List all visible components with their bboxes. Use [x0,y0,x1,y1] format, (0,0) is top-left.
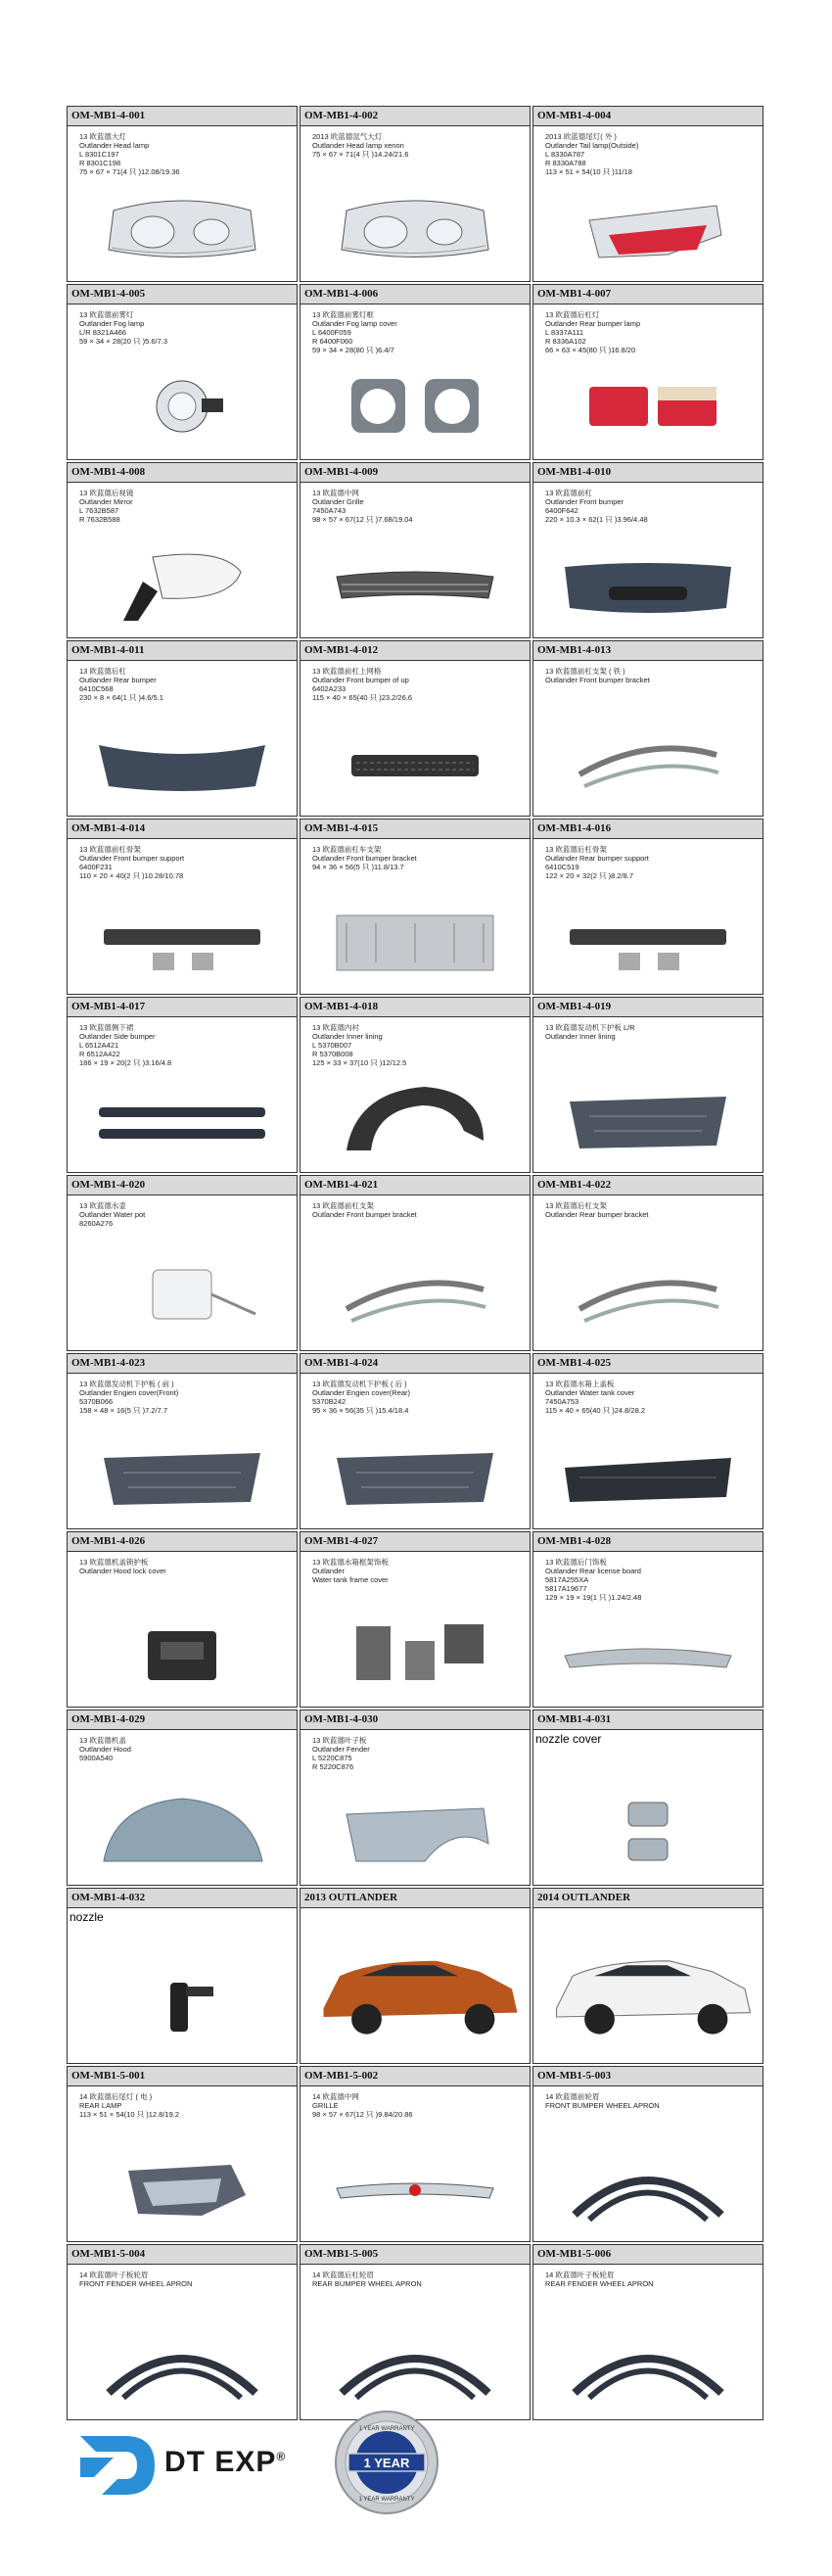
part-body [533,1374,763,1528]
suv-orange-icon [307,1921,523,2048]
part-body [533,2086,763,2241]
footer [67,2389,763,2536]
engine-cover-icon [84,1429,280,1522]
part-code: OM-MB1-5-002 [300,2067,530,2086]
part-body [68,839,297,994]
part-image [68,1427,297,1524]
part-code: OM-MB1-4-009 [300,463,530,483]
svg-text:1 YEAR: 1 YEAR [363,2456,410,2470]
headlamp-icon [317,181,513,275]
part-code: OM-MB1-5-003 [533,2067,763,2086]
part-code: OM-MB1-4-031 [533,1710,763,1730]
part-code: OM-MB1-4-018 [300,998,530,1017]
part-card [300,284,531,460]
part-code: OM-MB1-4-002 [300,107,530,126]
part-image [300,1916,530,2053]
part-card [532,1710,763,1886]
catalog-row [67,819,763,997]
part-card [300,1888,531,2064]
part-description: 13 欧蓝德后杠骨架 Outlander Rear bumper support 6410C519 122 × 20 × 32(2 只 )8.2/8.7 [545,845,649,880]
part-description: 13 欧蓝德发动机下护板 ( 前 ) Outlander Engien cover(Front) 5370B066 158 × 48 × 16(5 只 )7.2/7.7 [79,1380,179,1415]
bumper-grille-icon [317,716,513,810]
part-image [300,357,530,455]
part-code: OM-MB1-4-007 [533,285,763,304]
catalog-row [67,1710,763,1888]
part-description: 13 欧蓝德后杠支架 Outlander Rear bumper bracket [545,1201,649,1219]
part-body [300,1374,530,1528]
tank-cover-icon [550,1429,746,1522]
part-card [67,1353,298,1529]
rear-bumper-icon [84,716,280,810]
catalog-row [67,284,763,462]
part-body [300,483,530,637]
suv-white-icon [540,1921,756,2048]
part-image [300,714,530,812]
part-code: OM-MB1-5-004 [68,2245,297,2265]
part-description: 14 欧蓝德叶子板轮眉 REAR FENDER WHEEL APRON [545,2271,654,2288]
part-card [532,1175,763,1351]
part-body [68,1730,297,1885]
part-description: nozzle [69,1910,104,1924]
part-body [300,1908,530,2063]
catalog-row [67,1888,763,2066]
part-code: OM-MB1-4-015 [300,820,530,839]
part-card [67,819,298,995]
part-description: 13 欧蓝德侧下裙 Outlander Side bumper L 6512A421 R 6512A422 186 × 19 × 20(2 只 )3.16/4.8 [79,1023,172,1067]
fog-lamp-cover-icon [317,359,513,453]
part-card [300,1353,531,1529]
part-description: 13 欧蓝德前杠支架 Outlander Front bumper bracket [312,1201,417,1219]
part-image [68,1605,297,1703]
part-code: OM-MB1-4-030 [300,1710,530,1730]
part-code: OM-MB1-4-012 [300,641,530,661]
part-description: 13 欧蓝德中网 Outlander Grille 7450A743 98 × 57 × 67(12 只 )7.68/19.04 [312,489,413,524]
part-description: 13 欧蓝德机盖锁护板 Outlander Hood lock cover [79,1558,166,1575]
part-description: 2013 欧蓝德尾灯( 外 ) Outlander Tail lamp(Outside) L 8330A787 R 8330A788 113 × 51 × 54(10 只 )11/18 [545,132,639,176]
part-body [533,1908,763,2063]
grille-strip-icon [317,2141,513,2235]
part-card [300,106,531,282]
part-code: OM-MB1-4-020 [68,1176,297,1195]
part-image [68,892,297,990]
water-pot-icon [84,1250,280,1344]
part-description: 2013 欧蓝德氙气大灯 Outlander Head lamp xenon 75 × 67 × 71(4 只 )14.24/21.6 [312,132,409,159]
part-body [68,2086,297,2241]
part-card [67,1888,298,2064]
part-card [67,284,298,460]
license-board-icon [550,1607,746,1701]
part-description: 14 欧蓝德后尾灯 ( 电 ) REAR LAMP 113 × 51 × 54(10 只 )12.8/19.2 [79,2092,180,2119]
part-description: 14 欧蓝德叶子板轮眉 FRONT FENDER WHEEL APRON [79,2271,193,2288]
part-image [533,1916,763,2053]
part-description: 13 欧蓝德叶子板 Outlander Fender L 5220C875 R 5220C876 [312,1736,370,1771]
front-bumper-icon [550,538,746,632]
part-code: OM-MB1-4-010 [533,463,763,483]
part-card [532,1888,763,2064]
bumper-support-icon [550,894,746,988]
part-body [533,1195,763,1350]
headlamp-icon [84,181,280,275]
part-card [300,1175,531,1351]
rear-bumper-lamp-icon [550,359,746,453]
part-body [300,839,530,994]
part-card [67,1175,298,1351]
part-card [532,284,763,460]
part-description: 13 欧蓝德前雾灯 Outlander Fog lamp L/R 8321A466 59 × 34 × 28(20 只 )5.6/7.3 [79,310,168,346]
bumper-support-icon [84,894,280,988]
part-description: 13 欧蓝德发动机下护板 L/R Outlander Inner lining [545,1023,635,1041]
part-card [532,819,763,995]
part-card [300,1710,531,1886]
part-card [532,640,763,817]
part-image [68,1248,297,1346]
svg-text:1 YEAR WARRANTY: 1 YEAR WARRANTY [358,2497,415,2503]
part-body [68,1017,297,1172]
part-description: 14 欧蓝德中网 GRILLE 98 × 57 × 67(12 只 )9.84/20.86 [312,2092,413,2119]
part-image [533,714,763,812]
part-code: OM-MB1-4-026 [68,1532,297,1552]
part-body [300,1552,530,1707]
part-image [300,1070,530,1168]
part-card [67,640,298,817]
part-card [67,997,298,1173]
part-image [533,179,763,277]
part-body [300,1195,530,1350]
part-body [68,1908,297,2063]
part-card [300,997,531,1173]
part-card [67,2066,298,2242]
part-description: 13 欧蓝德前杠 Outlander Front bumper 6400F642 220 × 10.3 × 62(1 只 )3.96/4.48 [545,489,648,524]
part-image [533,1070,763,1168]
part-code: 2013 OUTLANDER [300,1889,530,1908]
part-card [67,106,298,282]
catalog-row [67,640,763,819]
part-code: OM-MB1-4-019 [533,998,763,1017]
part-image [68,1783,297,1881]
part-image [68,714,297,812]
part-body [68,126,297,281]
part-body [300,1730,530,1885]
hood-icon [84,1785,280,1879]
part-image [300,1605,530,1703]
bracket-icon [550,716,746,810]
part-card [67,462,298,638]
part-code: OM-MB1-5-005 [300,2245,530,2265]
part-code: OM-MB1-4-022 [533,1176,763,1195]
warranty-badge [333,2409,440,2516]
part-image [300,179,530,277]
part-body [300,304,530,459]
part-code: OM-MB1-4-013 [533,641,763,661]
part-description: 13 欧蓝德发动机下护板 ( 后 ) Outlander Engien cover(Rear) 5370B242 95 × 36 × 56(35 只 )15.4/18.4 [312,1380,411,1415]
part-card [300,462,531,638]
part-image [68,2139,297,2237]
part-description: 13 欧蓝德前杠支架 ( 铁 ) Outlander Front bumper bracket [545,667,650,684]
fog-lamp-icon [84,359,280,453]
part-description: 13 欧蓝德水箱框架饰板 Outlander Water tank frame cover [312,1558,389,1584]
part-description: 13 欧蓝德后视镜 Outlander Mirror L 7632B587 R 7632B588 [79,489,134,524]
part-card [300,640,531,817]
part-image [533,1248,763,1346]
part-body [533,1017,763,1172]
part-code: OM-MB1-4-016 [533,820,763,839]
part-body [533,483,763,637]
part-code: OM-MB1-5-001 [68,2067,297,2086]
part-image [533,2139,763,2237]
part-card [300,2066,531,2242]
part-image [300,1427,530,1524]
part-description: 13 欧蓝德后杠灯 Outlander Rear bumper lamp L 8337A111 R 8336A102 66 × 63 × 45(80 只 )16.8/20 [545,310,641,354]
part-code: OM-MB1-4-008 [68,463,297,483]
grille-icon [317,538,513,632]
part-body [533,839,763,994]
part-code: OM-MB1-4-023 [68,1354,297,1374]
part-image [68,536,297,633]
part-image [68,1070,297,1168]
catalog-row [67,997,763,1175]
part-description: 13 欧蓝德内衬 Outlander Inner lining L 5370B007 R 5370B008 125 × 33 × 37(10 只 )12/12.5 [312,1023,407,1067]
part-image [533,357,763,455]
part-code: 2014 OUTLANDER [533,1889,763,1908]
part-description: nozzle cover [535,1732,602,1746]
part-code: OM-MB1-4-006 [300,285,530,304]
part-code: OM-MB1-4-027 [300,1532,530,1552]
part-description: 13 欧蓝德机盖 Outlander Hood 5900A540 [79,1736,131,1762]
part-card [532,2066,763,2242]
catalog-row [67,462,763,640]
part-code: OM-MB1-4-025 [533,1354,763,1374]
part-description: 14 欧蓝德后杠轮眉 REAR BUMPER WHEEL APRON [312,2271,422,2288]
svg-text:1 YEAR WARRANTY: 1 YEAR WARRANTY [358,2426,415,2432]
part-body [68,661,297,816]
tank-frame-icon [317,1607,513,1701]
mirror-icon [84,538,280,632]
part-card [532,1353,763,1529]
part-body [300,126,530,281]
catalog-row [67,1175,763,1353]
part-code: OM-MB1-4-005 [68,285,297,304]
part-code: OM-MB1-4-021 [300,1176,530,1195]
part-code: OM-MB1-4-029 [68,1710,297,1730]
part-body [533,661,763,816]
part-description: 13 欧蓝德前杠骨架 Outlander Front bumper support 6400F231 110 × 20 × 40(2 只 )10.28/10.78 [79,845,185,880]
part-body [68,1552,297,1707]
part-image [533,536,763,633]
part-body [68,1195,297,1350]
part-code: OM-MB1-5-006 [533,2245,763,2265]
engine-cover-icon [550,1072,746,1166]
part-body [300,2086,530,2241]
part-body [533,1552,763,1707]
part-body [533,1730,763,1885]
part-code: OM-MB1-4-014 [68,820,297,839]
fender-icon [317,1785,513,1879]
part-image [533,1783,763,1881]
part-card [67,1531,298,1708]
part-card [532,462,763,638]
part-code: OM-MB1-4-004 [533,107,763,126]
part-body [533,126,763,281]
part-image [68,179,297,277]
parts-catalog-grid [67,106,763,2422]
rear-lamp-icon [84,2141,280,2235]
part-image [300,892,530,990]
catalog-row [67,2066,763,2244]
part-description: 13 欧蓝德后杠 Outlander Rear bumper 6410C568 230 × 8 × 64(1 只 )4.6/5.1 [79,667,163,702]
part-code: OM-MB1-4-024 [300,1354,530,1374]
part-description: 13 欧蓝德水壶 Outlander Water pot 8260A276 [79,1201,146,1228]
part-body [68,304,297,459]
catalog-row [67,1353,763,1531]
side-bumper-icon [84,1072,280,1166]
part-image [300,1248,530,1346]
part-image [533,1427,763,1524]
nozzle-cover-icon [550,1785,746,1879]
bracket-icon [550,1250,746,1344]
part-description: 13 欧蓝德前杠上网格 Outlander Front bumper of up 6402A233 115 × 40 × 65(40 只 )23.2/26.6 [312,667,413,702]
part-body [300,1017,530,1172]
part-description: 14 欧蓝德前轮眉 FRONT BUMPER WHEEL APRON [545,2092,660,2110]
catalog-row [67,1531,763,1710]
part-code: OM-MB1-4-001 [68,107,297,126]
part-body [68,483,297,637]
part-card [532,106,763,282]
part-body [300,661,530,816]
part-description: 13 欧蓝德后门饰板 Outlander Rear license board 5817A255XA 5817A19677 129 × 19 × 19(1 只 )1.24/2.48 [545,1558,642,1602]
part-description: 13 欧蓝德大灯 Outlander Head lamp L 8301C197 R 8301C198 75 × 67 × 71(4 只 )12.08/19.36 [79,132,180,176]
part-image [300,536,530,633]
part-image [533,1605,763,1703]
part-code: OM-MB1-4-017 [68,998,297,1017]
hood-lock-cover-icon [84,1607,280,1701]
part-card [532,1531,763,1708]
part-image [68,357,297,455]
catalog-row [67,106,763,284]
wheel-apron-icon [550,2141,746,2235]
part-description: 13 欧蓝德前雾灯框 Outlander Fog lamp cover L 6400F059 R 6400F060 59 × 34 × 28(80 只 )6.4/7 [312,310,397,354]
brand-name: DT EXP® [164,2446,287,2478]
bracket-icon [317,1250,513,1344]
part-code: OM-MB1-4-032 [68,1889,297,1908]
part-image [300,1783,530,1881]
part-image [68,1961,297,2059]
part-image [533,892,763,990]
part-image [300,2139,530,2237]
inner-lining-icon [317,1072,513,1166]
nozzle-icon [84,1963,280,2057]
part-body [533,304,763,459]
part-code: OM-MB1-4-028 [533,1532,763,1552]
part-description: 13 欧蓝德前杠车支架 Outlander Front bumper bracket 94 × 36 × 56(5 只 )11.8/13.7 [312,845,417,871]
part-card [300,819,531,995]
part-description: 13 欧蓝德水箱上盖板 Outlander Water tank cover 7450A753 115 × 40 × 65(40 只 )24.8/28.2 [545,1380,646,1415]
part-card [300,1531,531,1708]
tail-lamp-icon [550,181,746,275]
part-card [532,997,763,1173]
part-card [67,1710,298,1886]
part-code: OM-MB1-4-011 [68,641,297,661]
bumper-bracket-icon [317,894,513,988]
engine-cover-icon [317,1429,513,1522]
part-body [68,1374,297,1528]
